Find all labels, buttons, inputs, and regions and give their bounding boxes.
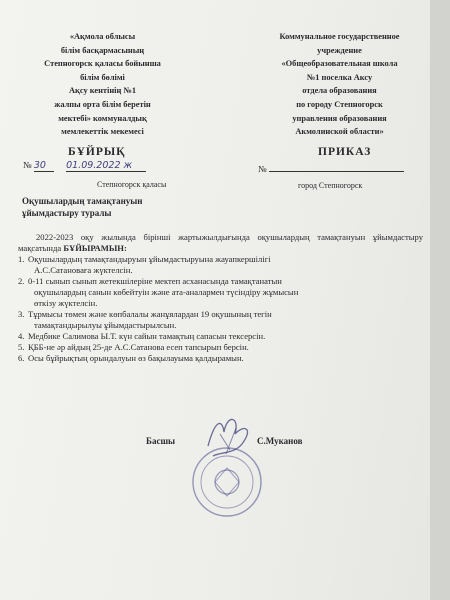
intro-paragraph: [18, 232, 423, 254]
header-left-line: жалпы орта білім беретін: [54, 99, 151, 109]
item-line: тамақтандырылуы ұйымдастырылсын.: [34, 320, 177, 330]
header-right-ru: [252, 30, 427, 139]
title-kz: БҰЙРЫҚ: [68, 146, 126, 158]
item-line: Осы бұйрықтың орындалуын өз бақылауыма қалдырамын.: [28, 353, 244, 363]
subject-line: Оқушылардың тамақтануын: [22, 196, 143, 206]
item-line: А.С.Сатановаға жүктелсін.: [34, 265, 133, 275]
header-right-line: отдела образования: [302, 86, 377, 96]
number-prefix: №: [23, 160, 32, 170]
item-line: Медбике Салимова Ы.Т. күн сайын тамақтың сапасын тексерсін.: [28, 331, 266, 341]
header-right-line: «Общеобразовательная школа: [281, 59, 398, 69]
number-prefix: №: [258, 164, 267, 174]
signature-name: С.Муканов: [257, 436, 303, 446]
handwritten-number: 30: [33, 160, 46, 171]
header-left-line: Ақсу кентінің №1: [68, 86, 137, 96]
header-right-line: учреждение: [317, 45, 362, 55]
item-number: 6.: [18, 353, 25, 363]
intro-text: 2022-2023 оқу жылында бірінші жартыжылдығында оқушылардың тамақтануын ұйымдастыру мақсатында: [18, 232, 423, 253]
item-line: Тұрмысы төмен және көпбалалы жанұялардан 19 оқушының тегін: [28, 309, 272, 319]
place-kz: Степногорск қаласы: [97, 180, 167, 189]
header-right-line: №1 поселка Аксу: [306, 72, 373, 82]
item-number: 3.: [18, 309, 25, 319]
header-left-line: білім бөлімі: [80, 72, 125, 82]
handwritten-date: 01.09.2022 ж: [66, 160, 133, 171]
intro-emphasis: БҰЙЫРАМЫН:: [63, 243, 127, 253]
item-line: өткізу жүктелсін.: [34, 298, 98, 308]
title-ru: ПРИКАЗ: [318, 146, 372, 158]
header-left-kz: [20, 30, 185, 139]
header-left-line: мектебі» коммуналдық: [58, 113, 147, 123]
item-line: 0-11 сынып сынып жетекшілеріне мектеп асханасында тамақтанатын: [28, 276, 282, 286]
order-items: [18, 254, 423, 364]
item-line: ҚББ-не әр айдың 25-де А.С.Сатанова есеп тапсырып берсін.: [28, 342, 249, 352]
order-item: [18, 331, 423, 342]
header-left-line: Степногорск қаласы бойынша: [44, 59, 161, 69]
order-item: [18, 342, 423, 353]
item-line: Оқушылардың тамақтандыруын ұйымдастыруына жауапкершілігі: [28, 254, 271, 264]
header-left-line: «Ақмола облысы: [69, 32, 136, 41]
order-item: [18, 353, 423, 364]
place-ru: город Степногорск: [298, 181, 363, 190]
item-line: оқушылардың санын көбейтуін және ата-аналармен түсіндіру жұмысын: [34, 287, 299, 297]
item-number: 5.: [18, 342, 25, 352]
item-number: 4.: [18, 331, 25, 341]
order-item: [18, 309, 423, 331]
order-item: [18, 276, 423, 309]
order-body: [18, 232, 423, 364]
official-seal-icon: [180, 410, 275, 520]
subject-line: ұйымдастыру туралы: [22, 208, 112, 218]
background-edge: [430, 0, 450, 600]
header-right-line: управления образования: [292, 113, 387, 123]
header-right-line: по городу Степногорск: [296, 99, 383, 109]
signature-position: Басшы: [146, 436, 176, 446]
item-number: 1.: [18, 254, 25, 264]
order-item: [18, 254, 423, 276]
header-right-line: Коммунальное государственное: [279, 32, 400, 41]
order-number-ru: [258, 162, 404, 174]
item-number: 2.: [18, 276, 25, 286]
header-right-line: Акмолинской области»: [295, 127, 384, 137]
order-subject: [22, 195, 162, 219]
order-number-kz: [23, 160, 146, 172]
header-left-line: білім басқармасының: [60, 45, 145, 55]
header-left-line: мемлекеттік мекемесі: [61, 127, 144, 137]
